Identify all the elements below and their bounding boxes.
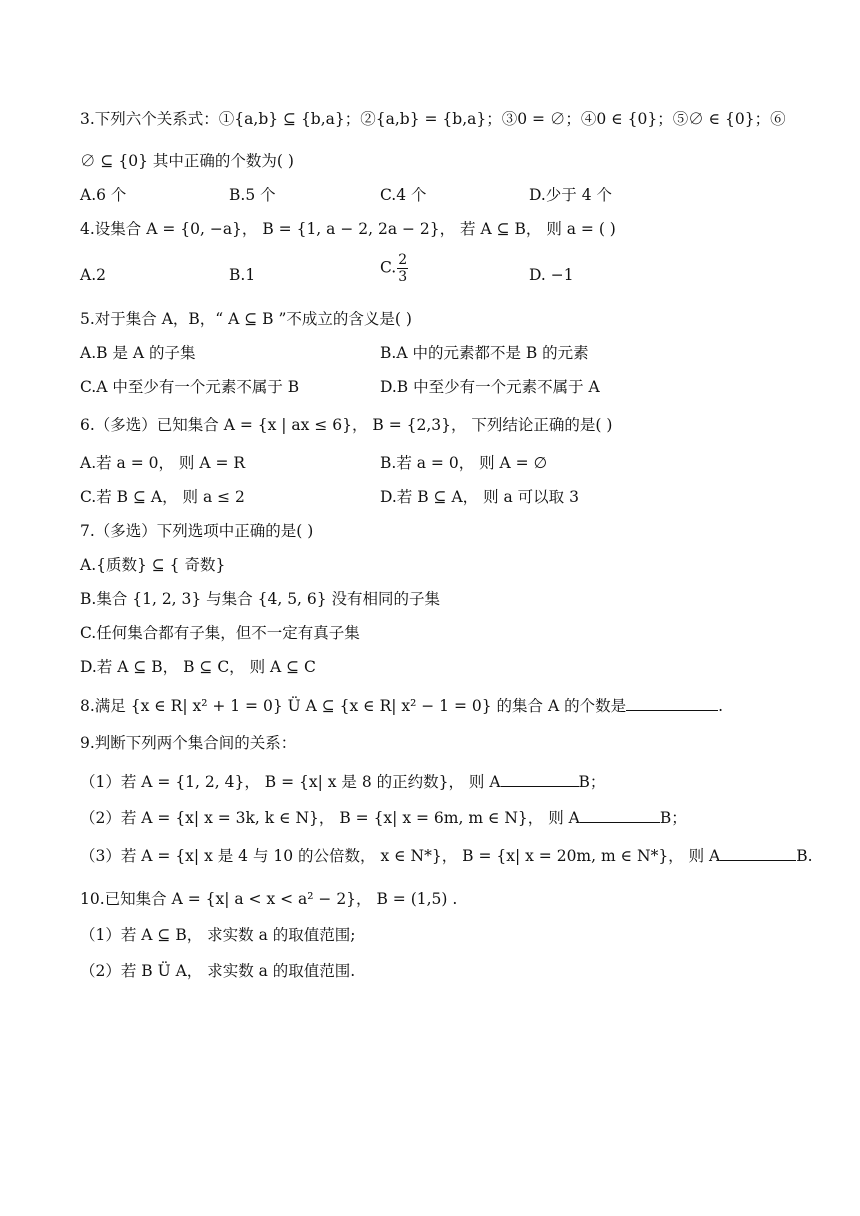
answer-blank[interactable] — [501, 770, 579, 787]
question-3-option-d: D.少于 4 个 — [529, 186, 613, 204]
answer-blank[interactable] — [626, 694, 718, 711]
question-10-stem: 10.已知集合 A = {x| a < x < a² − 2}， B = (1,5) . — [80, 890, 458, 908]
question-6-option-a: A.若 a = 0， 则 A = R — [80, 454, 246, 472]
question-9-part-3-text: （3）若 A = {x| x 是 4 与 10 的公倍数， x ∈ N*}， B = {x| x = 20m, m ∈ N*}， 则 A — [80, 847, 721, 865]
question-9-part-1 — [80, 770, 605, 793]
question-4-option-c-prefix: C. — [380, 258, 397, 277]
question-9-part-3-end: B. — [796, 847, 813, 865]
question-9-stem: 9.判断下列两个集合间的关系： — [80, 734, 297, 752]
question-3-option-b: B.5 个 — [229, 186, 276, 204]
question-8-line — [80, 694, 723, 717]
question-4-option-c — [380, 252, 408, 285]
question-3-line-1: 3.下列六个关系式：①{a,b} ⊆ {b,a}；②{a,b} = {b,a}；③0 = ∅；④0 ∈ {0}；⑤∅ ∈ {0}；⑥ — [80, 110, 786, 128]
question-7-option-a: A.{质数} ⊆ { 奇数} — [80, 556, 226, 574]
question-10-part-2: （2）若 B Ü A， 求实数 a 的取值范围. — [80, 962, 356, 980]
question-4-stem: 4.设集合 A = {0, −a}， B = {1, a − 2, 2a − 2}， 若 A ⊆ B， 则 a = ( ) — [80, 220, 616, 238]
question-7-stem: 7.（多选）下列选项中正确的是( ) — [80, 522, 314, 540]
question-8-end: . — [718, 697, 724, 715]
question-5-option-c: C.A 中至少有一个元素不属于 B — [80, 378, 300, 396]
question-10-part-1: （1）若 A ⊆ B， 求实数 a 的取值范围; — [80, 926, 356, 944]
question-9-part-1-text: （1）若 A = {1, 2, 4}， B = {x| x 是 8 的正约数}， 则 A — [80, 773, 501, 791]
question-3-option-c: C.4 个 — [380, 186, 427, 204]
question-9-part-2-text: （2）若 A = {x| x = 3k, k ∈ N}， B = {x| x = 6m, m ∈ N}， 则 A — [80, 809, 580, 827]
fraction-numerator: 2 — [398, 252, 408, 268]
question-5-option-d: D.B 中至少有一个元素不属于 A — [380, 378, 600, 396]
question-9-part-1-end: B； — [578, 773, 606, 791]
question-3-option-a: A.6 个 — [80, 186, 127, 204]
question-9-part-2 — [80, 806, 687, 829]
question-7-option-d: D.若 A ⊆ B， B ⊆ C， 则 A ⊆ C — [80, 658, 316, 676]
question-6-stem: 6.（多选）已知集合 A = {x | ax ≤ 6}， B = {2,3}， 下列结论正确的是( ) — [80, 416, 613, 434]
question-9-part-2-end: B； — [659, 809, 687, 827]
answer-blank[interactable] — [720, 844, 796, 861]
question-4-option-d: D. −1 — [529, 266, 574, 284]
fraction-denominator: 3 — [398, 269, 408, 285]
question-5-option-b: B.A 中的元素都不是 B 的元素 — [380, 344, 589, 362]
question-3-line-2: ∅ ⊆ {0} 其中正确的个数为( ) — [80, 152, 294, 170]
question-6-option-b: B.若 a = 0， 则 A = ∅ — [380, 454, 548, 472]
question-9-part-3 — [80, 844, 813, 867]
question-6-option-c: C.若 B ⊆ A， 则 a ≤ 2 — [80, 488, 245, 506]
question-4-option-a: A.2 — [80, 266, 106, 284]
question-5-option-a: A.B 是 A 的子集 — [80, 344, 196, 362]
question-6-option-d: D.若 B ⊆ A， 则 a 可以取 3 — [380, 488, 579, 506]
fraction-two-thirds — [397, 252, 408, 285]
question-7-option-c: C.任何集合都有子集，但不一定有真子集 — [80, 624, 360, 642]
answer-blank[interactable] — [580, 806, 660, 823]
question-8-stem: 8.满足 {x ∈ R| x² + 1 = 0} Ü A ⊆ {x ∈ R| x² − 1 = 0} 的集合 A 的个数是 — [80, 697, 627, 715]
question-4-option-b: B.1 — [229, 266, 256, 284]
question-5-stem: 5.对于集合 A，B，“ A ⊆ B ”不成立的含义是( ) — [80, 310, 412, 328]
question-7-option-b: B.集合 {1, 2, 3} 与集合 {4, 5, 6} 没有相同的子集 — [80, 590, 441, 608]
